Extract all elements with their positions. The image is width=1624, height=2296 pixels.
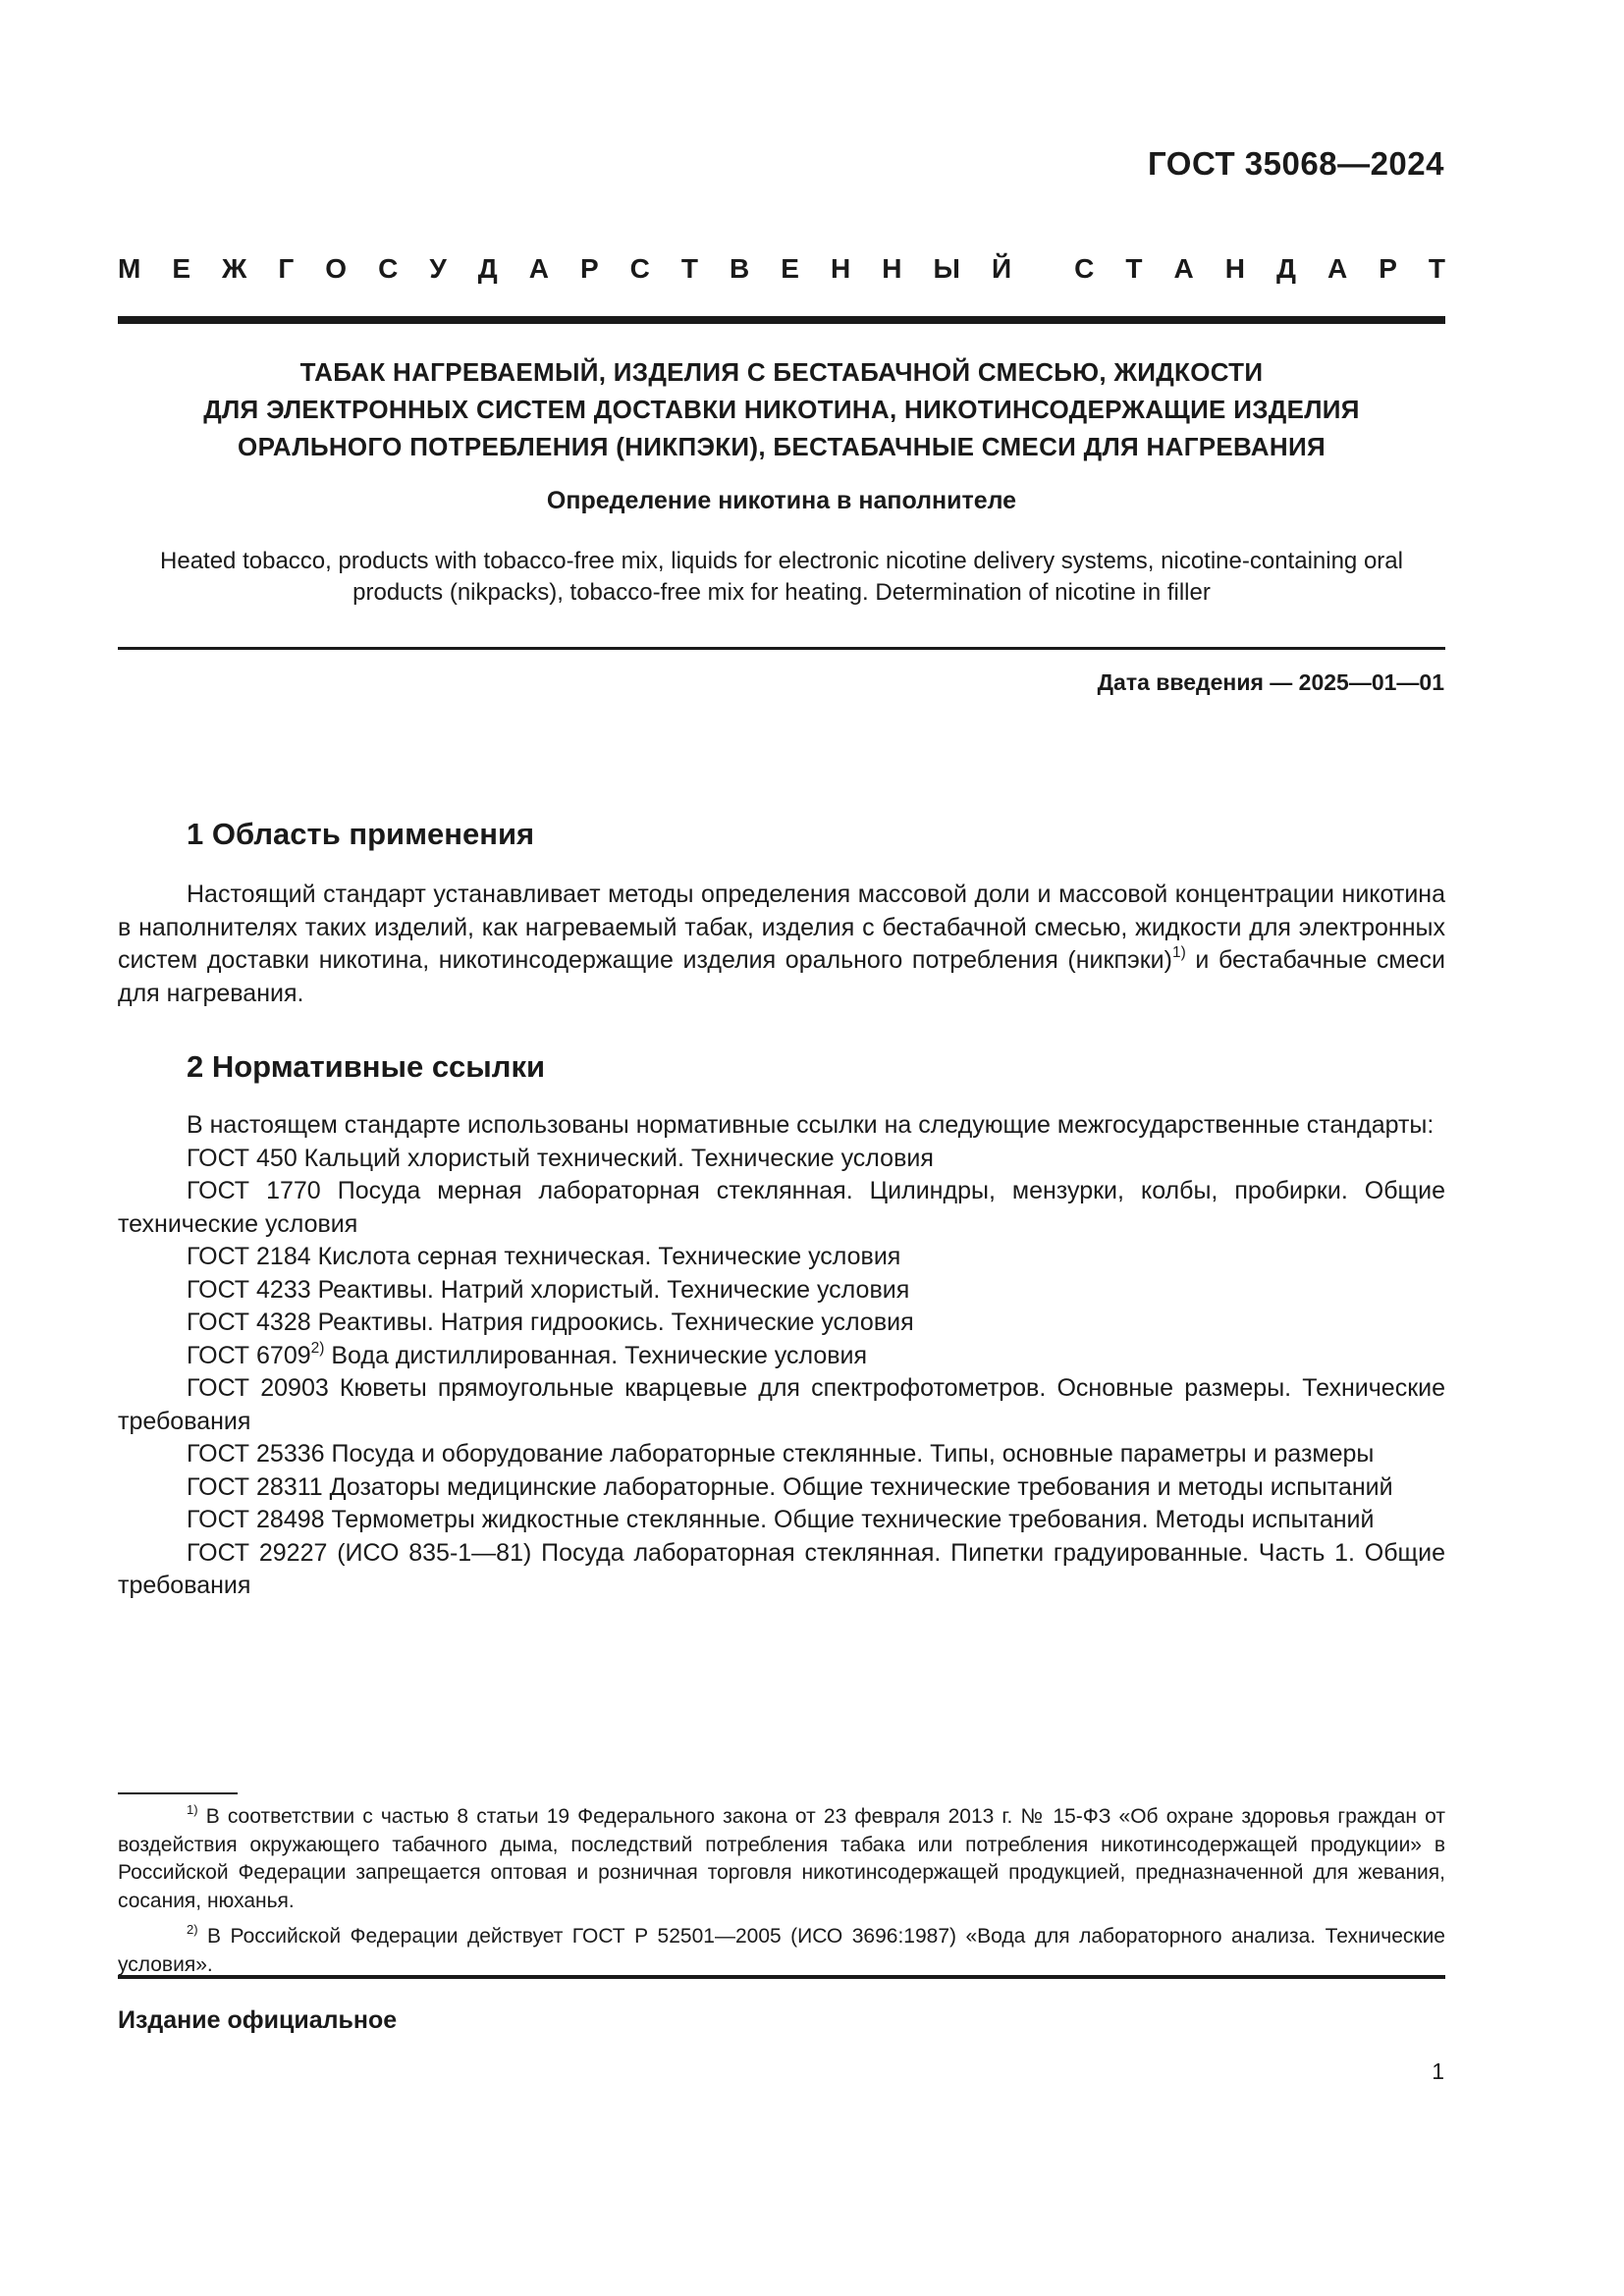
standard-type-letter: Н <box>1224 253 1245 284</box>
standard-type-letter: Д <box>477 253 498 284</box>
standard-type-letter: С <box>629 253 650 284</box>
reference-item: ГОСТ 2184 Кислота серная техническая. Технические условия <box>187 1243 901 1270</box>
title-line: ТАБАК НАГРЕВАЕМЫЙ, ИЗДЕЛИЯ С БЕСТАБАЧНОЙ СМЕСЬЮ, ЖИДКОСТИ <box>299 357 1264 387</box>
reference-item: ГОСТ 1770 Посуда мерная лабораторная стеклянная. Цилиндры, мензурки, колбы, пробирки. Общие технические условия <box>118 1177 1445 1238</box>
standard-type-letter: Е <box>781 253 799 284</box>
standard-type-letter: У <box>429 253 447 284</box>
reference-item: ГОСТ 20903 Кюветы прямоугольные кварцевые для спектрофотометров. Основные размеры. Технические требования <box>118 1374 1445 1435</box>
standard-type-letter: Р <box>1379 253 1397 284</box>
page-number: 1 <box>1432 2058 1444 2084</box>
standard-type-letter: Г <box>278 253 295 284</box>
standard-type-letter: Д <box>1275 253 1296 284</box>
document-number: ГОСТ 35068—2024 <box>1148 145 1444 182</box>
standard-type-letter: С <box>378 253 399 284</box>
standard-type-letter: Т <box>1428 253 1445 284</box>
header-divider <box>118 316 1445 324</box>
section-1-heading: 1 Область применения <box>187 817 535 851</box>
section-2-body <box>118 1109 1445 1603</box>
document-title <box>118 353 1445 465</box>
section-2-heading: 2 Нормативные ссылки <box>187 1049 546 1084</box>
reference-item: ГОСТ 28311 Дозаторы медицинские лабораторные. Общие технические требования и методы испытаний <box>187 1472 1393 1501</box>
standard-type-letter: А <box>1173 253 1194 284</box>
section-1-body <box>118 879 1445 1010</box>
standard-type-letter: Т <box>1125 253 1143 284</box>
footer-divider <box>118 1975 1445 1979</box>
standard-type-letter: Е <box>172 253 191 284</box>
standard-type-letter: Ж <box>222 253 247 284</box>
introduction-date: Дата введения — 2025—01—01 <box>1097 669 1444 695</box>
footnote-separator <box>118 1792 238 1794</box>
standard-type-letter: Т <box>680 253 699 284</box>
title-line: ОРАЛЬНОГО ПОТРЕБЛЕНИЯ (НИКПЭКИ), БЕСТАБАЧНЫЕ СМЕСИ ДЛЯ НАГРЕВАНИЯ <box>238 432 1326 461</box>
reference-item: ГОСТ 28498 Термометры жидкостные стеклянные. Общие технические требования. Методы испытаний <box>187 1506 1375 1533</box>
english-title <box>118 546 1445 609</box>
document-subtitle: Определение никотина в наполнителе <box>546 487 1017 514</box>
reference-item: ГОСТ 25336 Посуда и оборудование лабораторные стеклянные. Типы, основные параметры и размеры <box>187 1440 1375 1468</box>
english-title-line: Heated tobacco, products with tobacco-free mix, liquids for electronic nicotine delivery systems, nicotine-containing oral <box>160 548 1403 574</box>
footnote-2: $^{2)}$ В Российской Федерации действует ГОСТ Р 52501—2005 (ИСО 3696:1987) «Вода для лабораторного анализа. Технические условия». <box>118 1921 1445 1976</box>
reference-item: ГОСТ 29227 (ИСО 835-1—81) Посуда лабораторная стеклянная. Пипетки градуированные. Часть 1. Общие требования <box>118 1538 1445 1599</box>
standard-type-letter: О <box>325 253 348 284</box>
title-divider <box>118 647 1445 650</box>
edition-label: Издание официальное <box>118 2006 398 2034</box>
standard-type-letter: Й <box>991 253 1012 284</box>
standard-type-heading <box>118 253 1445 285</box>
standard-type-letter: Н <box>882 253 902 284</box>
standard-type-letter: Р <box>579 253 599 284</box>
scope-paragraph: Настоящий стандарт устанавливает методы определения массовой доли и массовой концентрации никотина в наполнителях таких изделий, как нагреваемый табак, изделия с бестабачной смесью, жидкости для электронных систем доставки никотина, никотинсодержащие изделия орального потребления (никпэки)$^{1)}$ и бестабачные смеси для нагревания. <box>118 881 1445 1007</box>
footnote-1: $^{1)}$ В соответствии с частью 8 статьи 19 Федерального закона от 23 февраля 2013 г. № 15-ФЗ «Об охране здоровья граждан от воздействия окружающего табачного дыма, последствий потребления табака или потребления никотинсодержащей продукции» в Российской Федерации запрещается оптовая и розничная торговля никотинсодержащей продукцией, предназначенной для жевания, сосания, нюханья. <box>118 1801 1445 1912</box>
reference-item: ГОСТ 450 Кальций хлористый технический. Технические условия <box>187 1144 934 1172</box>
reference-item: ГОСТ 4328 Реактивы. Натрия гидроокись. Технические условия <box>187 1308 914 1336</box>
english-title-line: products (nikpacks), tobacco-free mix for heating. Determination of nicotine in filler <box>352 579 1211 606</box>
footnotes <box>118 1803 1445 1987</box>
standard-type-letter: А <box>528 253 549 284</box>
footnote-ref: 2) <box>310 1339 325 1357</box>
standard-type-letter: С <box>1074 253 1095 284</box>
standard-type-letter: М <box>118 253 141 284</box>
footnote-ref: 1) <box>1171 944 1186 962</box>
standard-type-letter: Ы <box>933 253 960 284</box>
standard-type-letter: Н <box>831 253 851 284</box>
standard-type-letter: А <box>1326 253 1348 284</box>
reference-item: ГОСТ 4233 Реактивы. Натрий хлористый. Технические условия <box>187 1275 910 1304</box>
references-intro: В настоящем стандарте использованы нормативные ссылки на следующие межгосударственные стандарты: <box>187 1111 1435 1139</box>
standard-type-letter: В <box>730 253 750 284</box>
reference-item: ГОСТ 6709$^{2)}$ Вода дистиллированная. Технические условия <box>187 1339 868 1369</box>
title-line: ДЛЯ ЭЛЕКТРОННЫХ СИСТЕМ ДОСТАВКИ НИКОТИНА, НИКОТИНСОДЕРЖАЩИЕ ИЗДЕЛИЯ <box>203 395 1360 424</box>
